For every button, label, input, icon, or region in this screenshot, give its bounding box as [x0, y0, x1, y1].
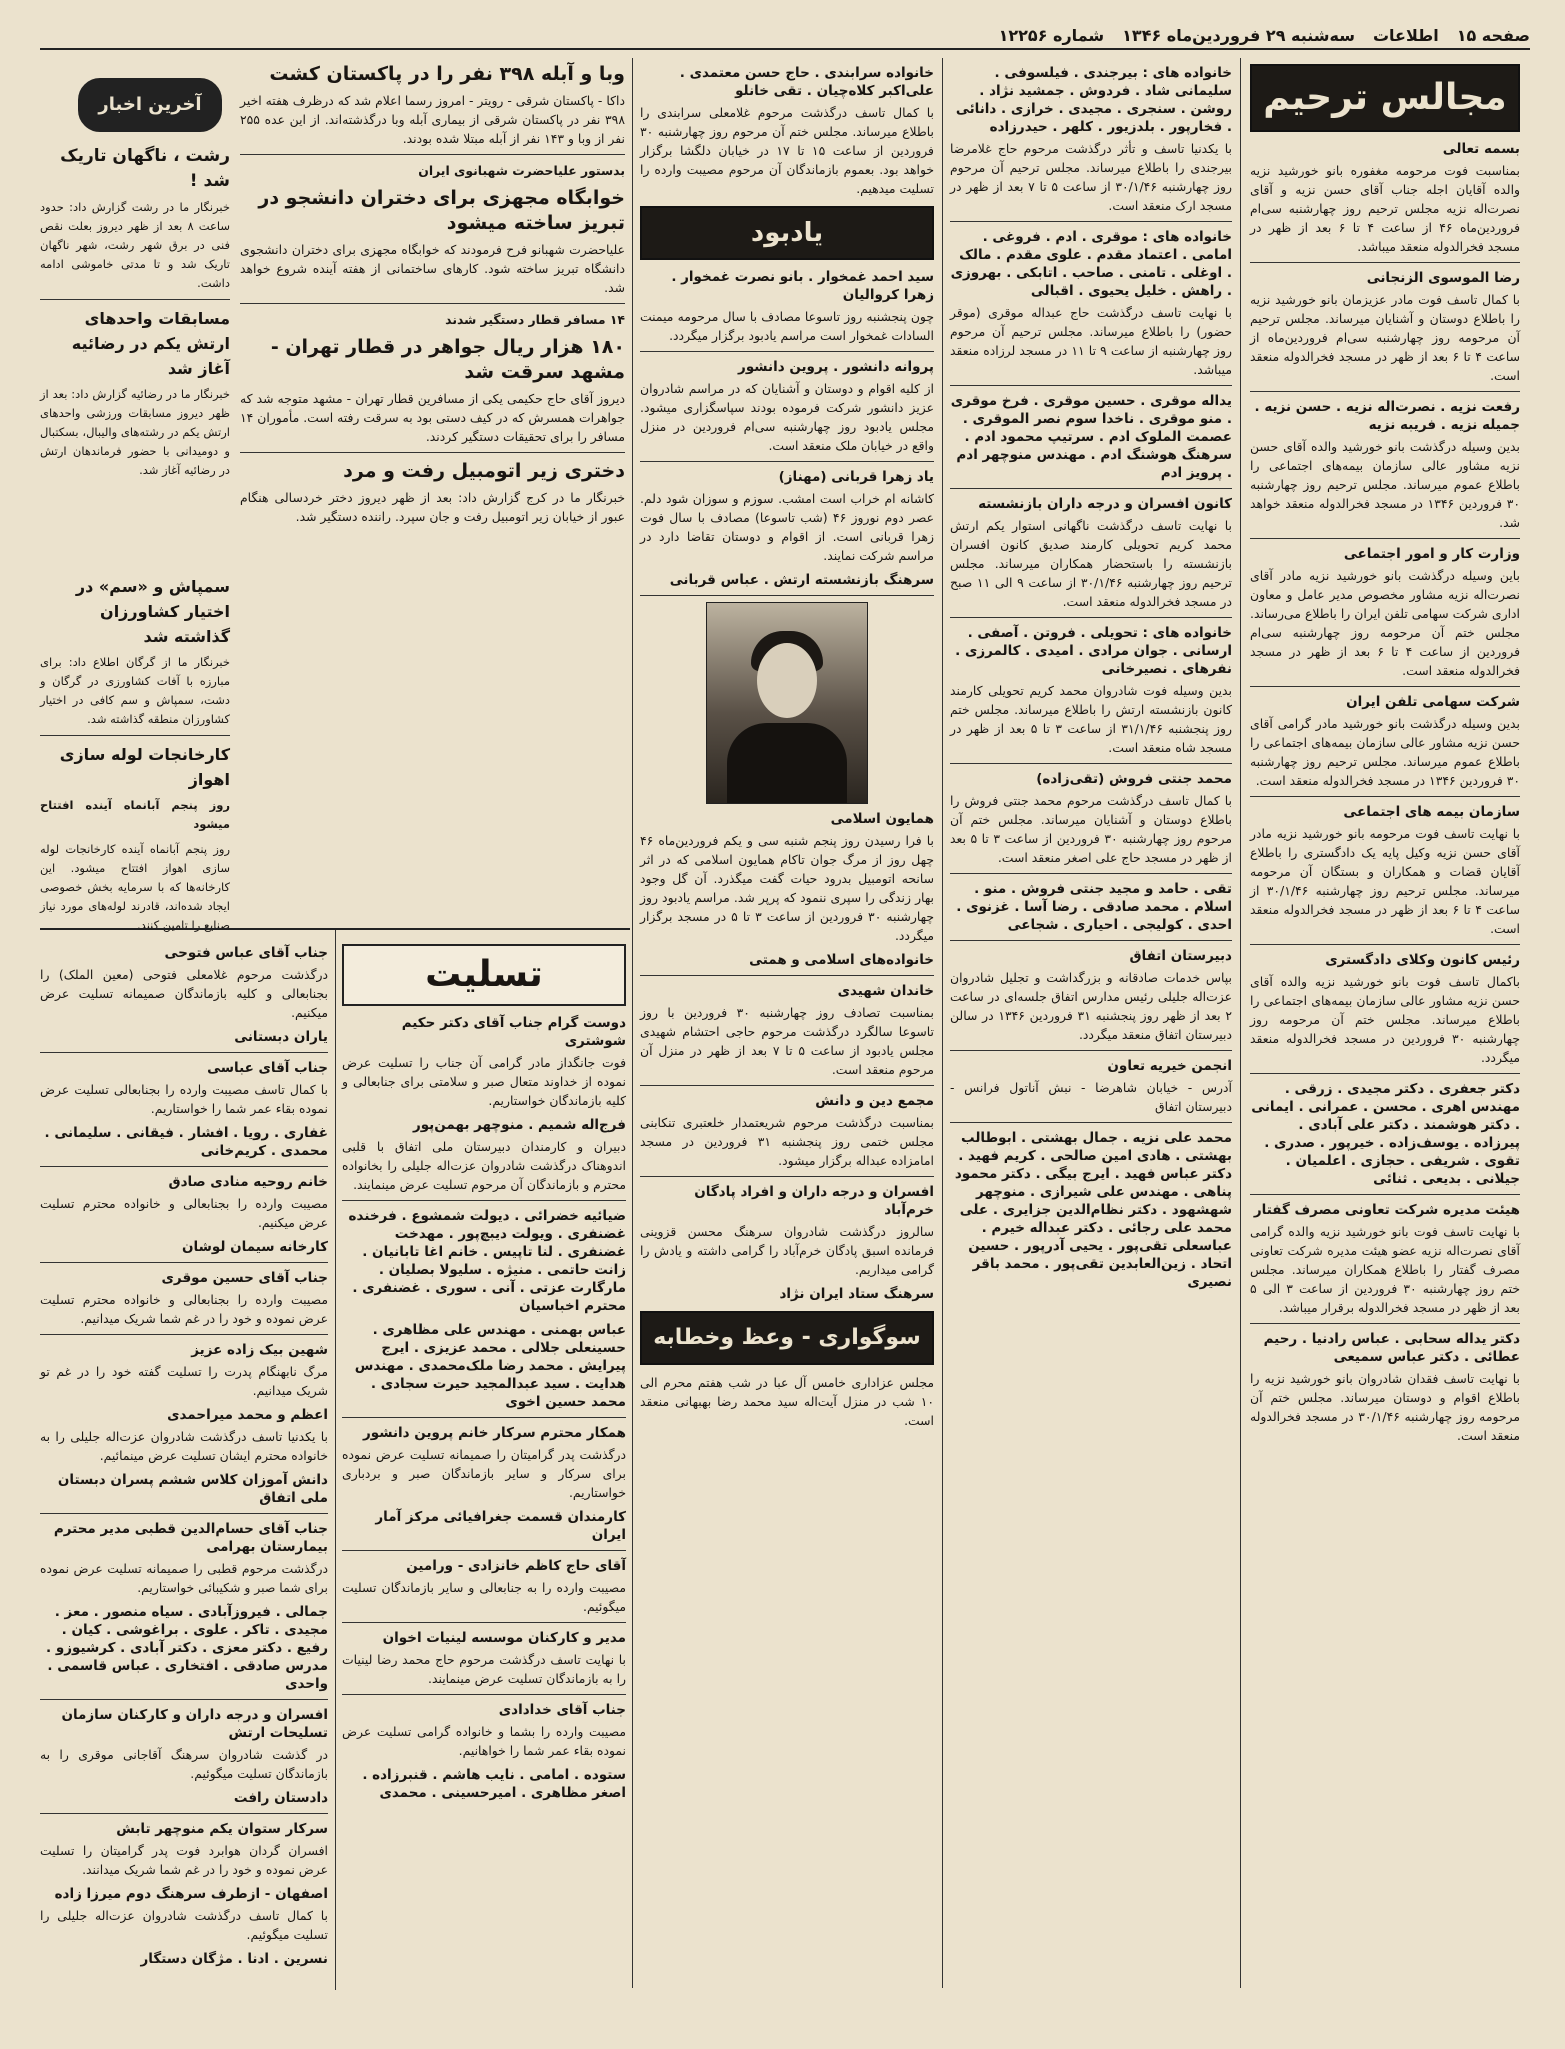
- notice-body: با نهایت تاسف فوت مرحومه بانو خورشید نزیه مادر آقای حسن نزیه وکیل پایه یک دادگستری را باطلاع آقایان قضات و همکاران و بستگان آن مرحومه میرساند. مجلس ترحیم روز چهارشنبه ۳۰/۱/۴۶ از ساعت ۴ تا ۶ بعد از ظهر در مسجد فخرالدوله منعقد است.: [1250, 826, 1520, 936]
- notice-body: با نهایت تاسف درگذشت مرحوم حاج محمد رضا لینیات را به بازماندگان تسلیت عرض مینمایند.: [342, 1652, 626, 1686]
- notice-item: [950, 228, 1232, 379]
- notice-signature: دانش آموزان کلاس ششم پسران دبستان ملی اتفاق: [57, 1472, 328, 1506]
- column-rule: [942, 58, 943, 1988]
- rule: [1250, 686, 1520, 687]
- notice-heading: رضا الموسوی الزنجانی: [1366, 270, 1520, 286]
- notice-heading: جناب آقای خدادادی: [498, 1702, 626, 1718]
- notice-heading: شرکت سهامی تلفن ایران: [1346, 694, 1520, 710]
- notice-signature: یاران دبستانی: [234, 1029, 328, 1045]
- notice-heading: انجمن خیریه تعاون: [1107, 1058, 1232, 1074]
- notice-item: [1250, 1330, 1520, 1445]
- notice-heading: خانم روحیه منادی صادق: [168, 1174, 328, 1190]
- notice-item: [950, 624, 1232, 757]
- notice-body: آدرس - خیابان شاهرضا - نبش آناتول فرانس - دبیرستان اتفاق: [950, 1080, 1232, 1114]
- notice-body: از کلیه اقوام و دوستان و آشنایان که در مراسم شادروان عزیز دانشور شرکت فرموده بودند سپاسگزاری میشود. مجلس یادبود روز چهارشنبه سی‌ام فروردین در منزل واقع در خیابان ملک منعقد است.: [640, 381, 934, 453]
- rule: [240, 303, 625, 304]
- notice-body: کاشانه ام خراب است امشب. سوزم و سوزان شود دلم. عصر دوم نوروز ۴۶ (شب تاسوعا) مصادف با سال فوت زهرا قربانی است. از اقوام و دوستان تقاضا دارد در مراسم شرکت نمایند.: [640, 491, 934, 563]
- notice-body: چون پنجشنبه روز تاسوعا مصادف با سال مرحومه میمنت السادات غمخوار است مراسم یادبود برگزار میگردد.: [640, 309, 934, 343]
- notice-body: مصیبت وارده را بجنابعالی و خانواده محترم تسلیت عرض نموده و خود را در غم شما شریک میدانیم.: [40, 1292, 328, 1326]
- notice-body: بدین وسیله فوت شادروان محمد کریم تحویلی کارمند کانون بازنشسته ارتش را باطلاع میرساند. مجلس ختم روز پنجشنبه ۳۱/۱/۴۶ از ساعت ۳ تا ۵ بعد از ظهر در مسجد شاه منعقد است.: [950, 683, 1232, 755]
- news-side-2: [40, 570, 230, 932]
- rule: [240, 154, 625, 155]
- notice-body: افسران گردان هوابرد فوت پدر گرامیتان را تسلیت عرض نموده و خود را در غم شما شریک میدانند.: [40, 1843, 328, 1877]
- notice-body: درگذشت مرحوم قطبی را صمیمانه تسلیت عرض نموده برای شما صبر و شکیبائی خواستاریم.: [40, 1561, 328, 1595]
- rule: [342, 1417, 626, 1418]
- news-body: روز پنجم آبانماه آینده کارخانجات لوله سازی اهواز افتتاح میشود. این کارخانه‌ها که با سرمایه بخش خصوصی ایجاد شده‌اند، قادرند لوله‌های مورد نیاز صنایع را تامین کنند.: [40, 842, 230, 932]
- notice-item: [1250, 803, 1520, 938]
- rule: [1250, 796, 1520, 797]
- notice-heading: رئیس کانون وکلای دادگستری: [1325, 952, 1520, 968]
- notice-heading: خانواده سرابندی . حاج حسن معتمدی . علی‌اکبر کلاه‌چیان . تقی خانلو: [679, 65, 934, 99]
- notice-body: با نهایت تاسف درگذشت حاج عبداله موقری (موقر حضور) را باطلاع میرساند. مجلس ترحیم آن مرحوم روز چهارشنبه از ساعت ۹ تا ۱۱ در مسجد لرزاده منعقد میباشد.: [950, 305, 1233, 377]
- rule: [40, 299, 230, 300]
- notice-heading: دکتر جعفری . دکتر مجیدی . زرقی . مهندس اهری . محسن . عمرانی . ایمانی . دکتر هوشمند . دکتر علی آبادی . پیرزاده . یوسف‌زاده . خیرپور . صدری . تقوی . شریفی . حجازی . اعلمیان . جیلانی . بدیعی . ثنائی: [1251, 1081, 1520, 1187]
- news-body: دیروز آقای حاج حکیمی یکی از مسافرین قطار تهران - مشهد متوجه شد که جواهرات همسرش که در کیف دستی بود به سرقت رفته است. مأموران ۱۴ مسافر را برای تحقیقات دستگیر کردند.: [240, 391, 625, 444]
- notice-item: [342, 1557, 626, 1616]
- notice-item: [1250, 140, 1520, 256]
- notice-item: [40, 1341, 328, 1400]
- notice-heading: شهین بیک زاده عزیز: [191, 1342, 328, 1358]
- sogvari-text: مجلس عزاداری خامس آل عبا در شب هفتم محرم الی ۱۰ شب در منزل آیت‌اله سید محمد رضا بهبهانی منعقد است.: [640, 1375, 934, 1428]
- notice-item: [40, 944, 328, 1022]
- notice-item: [40, 1820, 328, 1879]
- notice-body: با کمال تاسف درگذشت مرحوم غلامعلی سرابندی را باطلاع میرساند. مجلس ختم آن مرحوم روز چهارشنبه ۳۰ فروردین از ساعت ۱۵ تا ۱۷ در خیابان دلگشا برگزار خواهد بود. بعموم بازماندگان آن مرحوم مصیبت وارده را تسلیت میدهیم.: [640, 105, 934, 196]
- headline-army: مسابقات واحدهای ارتش یکم در رضائیه آغاز شد: [71, 309, 230, 378]
- notice-item: [1250, 1080, 1520, 1188]
- rule: [1250, 538, 1520, 539]
- notice-item: [640, 810, 934, 945]
- notice-body: مصیبت وارده را بجنابعالی و خانواده محترم تسلیت عرض میکنیم.: [40, 1196, 328, 1230]
- notice-heading: کانون افسران و درجه داران بازنشسته: [978, 496, 1232, 512]
- notice-item: [640, 64, 934, 198]
- rule: [40, 1166, 328, 1167]
- notice-body: بدین وسیله درگذشت بانو خورشید مادر گرامی آقای حسن نزیه مشاور عالی سازمان بیمه‌های اجتماعی را باطلاع عموم میرساند. مجلس ترحیم روز چهارشنبه ۳۰ فروردین ۱۳۴۶ در مسجد فخرالدوله منعقد است.: [1250, 716, 1520, 788]
- notice-body: با یکدنیا تاسف و تأثر درگذشت مرحوم حاج غلامرضا بیرجندی را باطلاع میرساند. مجلس ترحیم آن مرحوم روز چهارشنبه ۳۰/۱/۴۶ از ساعت ۵ تا ۷ بعد از ظهر در مسجد ارک منعقد است.: [950, 141, 1232, 213]
- notice-heading: هیئت مدیره شرکت تعاونی مصرف گفتار: [1253, 1202, 1520, 1218]
- notice-item: [40, 1520, 328, 1597]
- notice-body: باکمال تاسف فوت بانو خورشید نزیه والده آقای حسن نزیه مشاور عالی سازمان بیمه‌های اجتماعی را باطلاع میرساند. مجلس ختم آن مرحومه روز چهارشنبه ۳۰ فروردین در مسجد فخرالدوله منعقد میگردد.: [1250, 974, 1520, 1065]
- notice-item: [950, 770, 1232, 867]
- notice-item: [40, 1706, 328, 1783]
- notice-heading: رفعت نزیه . نصرت‌اله نزیه . حسن نزیه . جمیله نزیه . فریبه نزیه: [1254, 399, 1520, 433]
- notice-signature: جمالی . فیروزآبادی . سیاه منصور . معز . مجیدی . تاکر . علوی . براغوشی . کیان . رفیع . دکتر معزی . دکتر آبادی . کرشیوزو . مدرس صادقی . افتخاری . عباس قاسمی . واحدی: [45, 1604, 328, 1692]
- notice-signature: اصفهان - ازطرف سرهنگ دوم میرزا زاده: [54, 1886, 328, 1902]
- notice-heading: پروانه دانشور . پروین دانشور: [738, 359, 934, 375]
- notice-heading: محمد علی نزیه . جمال بهشتی . ابوطالب بهشتی . هادی امین صالحی . کریم فهید . دکتر عباس فهید . ایرج بیگی . دکتر محمود پناهی . مهندس علی شیرازی . منوچهر شهشهود . دکتر نظام‌الدین جزایری . علی محمد علی رجائی . دکتر عبداله خیرم . عباسعلی تقی‌پور . یحیی آدرپور . حسین اتحاد . زین‌العابدین تقی‌پور . محمد باقر نصیری: [954, 1130, 1232, 1290]
- notice-heading: یاد زهرا قربانی (مهناز): [778, 469, 934, 485]
- rule: [640, 351, 934, 352]
- column-condolence-2: [40, 938, 328, 1988]
- notice-body: با کمال تاسف درگذشت مرحوم محمد جنتی فروش را باطلاع دوستان و آشنایان میرساند. مجلس ختم آن مرحوم روز چهارشنبه ۳۰ فروردین از ساعت ۳ تا ۵ بعد از ظهر در مسجد حاج علی اصغر منعقد است.: [950, 793, 1233, 865]
- news-kicker: ۱۴ مسافر قطار دستگیر شدند: [445, 312, 625, 327]
- rule: [40, 1699, 328, 1700]
- notice-heading: سازمان بیمه های اجتماعی: [1343, 804, 1520, 820]
- news-body: خبرنگار ما در رشت گزارش داد: حدود ساعت ۸ بعد از ظهر دیروز بعلت نقص فنی در برق شهر رشت، شهر ناگهان تاریک شد و تا مدتی خاموشی ادامه داشت.: [40, 200, 230, 290]
- notice-heading: دبیرستان اتفاق: [1129, 948, 1232, 964]
- notice-item: [640, 358, 934, 455]
- notice-item: [342, 1116, 626, 1194]
- notice-heading: جناب آقای عباسی: [207, 1060, 328, 1076]
- notice-item: [640, 268, 934, 345]
- notice-item: [1250, 1201, 1520, 1317]
- column-rule: [335, 930, 336, 1990]
- section-banner-yadbud: یادبود: [640, 206, 934, 260]
- rule: [640, 595, 934, 596]
- notice-heading: بسمه تعالی: [1442, 141, 1520, 157]
- notice-body: با نهایت تاسف فقدان شادروان بانو خورشید نزیه را باطلاع اقوام و دوستان میرساند. مجلس ختم آن مرحومه روز چهارشنبه ۳۰/۱/۴۶ در مسجد فخرالدوله منعقد است.: [1250, 1371, 1520, 1443]
- rule: [1250, 262, 1520, 263]
- rule: [342, 1622, 626, 1623]
- notice-heading: سید احمد غمخوار . بانو نصرت غمخوار . زهرا کروالیان: [671, 269, 934, 303]
- rule: [950, 385, 1232, 386]
- rule: [950, 1122, 1232, 1123]
- notice-heading: تقی . حامد و مجید جنتی فروش . منو . اسلام . محمد صادقی . رضا آسا . غزنوی . احدی . کولیجی . احیاری . شجاعی: [956, 881, 1232, 933]
- news-kicker: بدستور علیاحضرت شهبانوی ایران: [418, 163, 625, 178]
- rule: [950, 1050, 1232, 1051]
- notice-heading: مجمع دین و دانش: [815, 1093, 934, 1109]
- rule: [40, 1813, 328, 1814]
- notice-body: در گذشت شادروان سرهنگ آقاجانی موقری را به بازماندگان تسلیت میگوئیم.: [40, 1747, 328, 1781]
- headline-car: دختری زیر اتومبیل رفت و مرد: [343, 460, 625, 482]
- notice-heading: فرج‌اله شمیم . منوچهر بهمن‌پور: [412, 1117, 626, 1133]
- rule: [640, 1176, 934, 1177]
- notice-item: [342, 1014, 626, 1110]
- headline-train: ۱۸۰ هزار ریال جواهر در قطار تهران - مشهد سرقت شد: [270, 336, 625, 383]
- notice-signature: سرهنگ ستاد ایران نژاد: [779, 1286, 934, 1302]
- column-memorial: [640, 58, 934, 1988]
- notice-heading: خاندان شهیدی: [837, 983, 934, 999]
- section-banner-sogvari: سوگواری - وعظ وخطابه: [640, 1311, 934, 1365]
- column-rule: [632, 58, 633, 1988]
- notice-item: [342, 1629, 626, 1688]
- rule: [40, 1052, 328, 1053]
- notice-item: [950, 1057, 1232, 1116]
- rule: [342, 1694, 626, 1695]
- notice-body: مصیبت وارده را به جنابعالی و سایر بازماندگان تسلیت میگوئیم.: [342, 1580, 626, 1614]
- notice-item: [342, 1424, 626, 1502]
- page-number: صفحه ۱۵: [1456, 25, 1530, 45]
- notice-body: با نهایت تاسف درگذشت ناگهانی استوار یکم ارتش محمد کریم تحویلی کارمند صدیق کانون افسران بازنشسته را باستحضار همکاران میرساند. مجلس ترحیم روز چهارشنبه ۳۰/۱/۴۶ از ساعت ۹ الی ۱۱ صبح در مسجد فخرالدوله منعقد است.: [950, 518, 1232, 609]
- notice-heading: دوست گرام جناب آقای دکتر حکیم شوشتری: [401, 1015, 626, 1049]
- notice-signature: خانواده‌های اسلامی و همتی: [749, 952, 934, 968]
- notice-body: با کمال تاسف مصیبت وارده را بجنابعالی تسلیت عرض نموده بقاء عمر شما را خواستاریم.: [40, 1082, 328, 1116]
- notice-body: با فرا رسیدن روز پنجم شنبه سی و یکم فروردین‌ماه ۴۶ چهل روز از مرگ جوان تاکام همایون اسلامی که در اثر سانحه اتومبیل بدرود حیات گفت میگذرد. آن گل وجود بهار زندگی را سپری ننمود که پرپر شد. مراسم یادبود روز چهارشنبه ۳۰ فروردین از ساعت ۳ تا ۵ در مسجد برگزار میگردد.: [640, 833, 934, 943]
- rule: [950, 617, 1232, 618]
- notice-item: [640, 1092, 934, 1170]
- notice-body: بپاس خدمات صادقانه و بزرگداشت و تجلیل شادروان عزت‌اله جلیلی رئیس مدارس اتفاق جلسه‌ای در ساعت ۲ بعد از ظهر روز پنجشنبه ۳۱ فروردین ۱۳۴۶ در سالن دبیرستان اتفاق منعقد میگردد.: [950, 970, 1232, 1042]
- notice-item: [342, 1207, 626, 1315]
- news-side: [40, 140, 230, 560]
- notice-body: مرگ نابهنگام پدرت را تسلیت گفته خود را در غم تو شریک میدانیم.: [40, 1364, 328, 1398]
- rule: [40, 1513, 328, 1514]
- notice-item: [1250, 545, 1520, 680]
- section-divider: [40, 928, 630, 930]
- notice-item: [1250, 269, 1520, 385]
- masthead: [40, 22, 1530, 50]
- notice-heading: جناب آقای حسین موقری: [161, 1270, 328, 1286]
- news-main: [240, 58, 625, 938]
- news-body: علیاحضرت شهبانو فرح فرمودند که خوابگاه مجهزی برای دختران دانشجوی دانشگاه تبریز ساخته شود. کارهای ساختمانی از هفته آینده شروع خواهد شد.: [240, 242, 625, 295]
- notice-heading: خانواده های : موقری . ادم . فروغی . امامی . اعتماد مقدم . علوی مقدم . مالک . اوغلی . تامنی . صاحب . اتابکی . بهروزی . راهش . خلیل یحیوی . اقبالی: [950, 229, 1232, 299]
- notice-heading: جناب آقای حسام‌الدین قطبی مدیر محترم بیمارستان بهرامی: [53, 1521, 328, 1555]
- notice-signature: نسرین . ادنا . مژگان دستگار: [140, 1951, 328, 1967]
- notice-item: [342, 1321, 626, 1411]
- headline-rasht: رشت ، ناگهان تاریک شد !: [60, 146, 230, 191]
- headline-tabriz: خوابگاه مجهزی برای دختران دانشجو در تبریز ساخته میشود: [258, 187, 625, 234]
- column-families: [950, 58, 1232, 1988]
- notice-body: بمناسبت فوت مرحومه مغفوره بانو خورشید نزیه والده آقایان اجله جناب آقای حسن نزیه و آقای نصرت‌اله نزیه مجلس ترحیم روز چهارشنبه سی‌ام فروردین‌ماه ۴۶ از ساعت ۴ تا ۶ بعد از ظهر در مسجد فخرالدوله منعقد میباشد.: [1250, 163, 1520, 254]
- notice-body: با کمال تاسف درگذشت شادروان عزت‌اله جلیلی را تسلیت میگوئیم.: [40, 1908, 328, 1942]
- rule: [40, 1334, 328, 1335]
- rule: [950, 873, 1232, 874]
- notice-list: [1250, 140, 1520, 1445]
- notice-body: با کمال تاسف فوت مادر عزیزمان بانو خورشید نزیه را باطلاع دوستان و آشنایان میرساند. مجلس ترحیم آن مرحومه روز چهارشنبه سی‌ام فروردین‌ماه از ساعت ۴ تا ۶ بعد از ظهر در مسجد فخرالدوله منعقد است.: [1250, 292, 1520, 383]
- notice-heading: وزارت کار و امور اجتماعی: [1343, 546, 1520, 562]
- headline-poison: سمپاش و «سم» در اختیار کشاورزان گذاشته شد: [75, 577, 230, 646]
- notice-heading: همایون اسلامی: [830, 811, 934, 827]
- notice-heading: خانواده های : تحویلی . فروتن . آصفی . ارسانی . جوان مرادی . امیدی . کالمرزی . نفرهای . نصیرخانی: [955, 625, 1232, 677]
- notice-item: [950, 392, 1232, 482]
- notice-heading: عباس بهمنی . مهندس علی مظاهری . حسینعلی جلالی . محمد عزیزی . ایرج پیرایش . محمد رضا ملک‌محمدی . مهندس هدایت . سید عبدالمجید حیرت سجادی . محمد حسین اخوی: [354, 1322, 626, 1410]
- notice-heading: ضیائیه خضرائی . دیولت شمشوع . فرخنده غضنفری . ویولت دیبچ‌پور . مهدخت غضنفری . لنا تاپیس . خانم اغا تابانیان . زانت حاتمی . منیژه . سلیولا بصلیان . مارگارت عزتی . آنی . سوری . غضنفری . محترم اخباسیان: [348, 1208, 626, 1314]
- notice-item: [950, 495, 1232, 611]
- rule: [640, 975, 934, 976]
- notice-item: [950, 947, 1232, 1044]
- notice-body: درگذشت پدر گرامیتان را صمیمانه تسلیت عرض نموده برای سرکار و سایر بازماندگان صبر و بردباری خواستاریم.: [342, 1447, 626, 1500]
- notice-heading: مدیر و کارکنان موسسه لینیات اخوان: [382, 1630, 626, 1646]
- rule: [342, 1550, 626, 1551]
- notice-item: [1250, 693, 1520, 790]
- section-banner-tasliat: تسلیت: [342, 944, 626, 1006]
- rule: [1250, 944, 1520, 945]
- notice-body: دبیران و کارمندان دبیرستان ملی اتفاق با قلبی اندوهناک درگذشت شادروان عزت‌اله جلیلی را بخانواده محترم و بازماندگان آن مرحوم تسلیت عرض مینمایند.: [342, 1139, 626, 1192]
- notice-body: بمناسبت تصادف روز چهارشنبه ۳۰ فروردین با روز تاسوعا سالگرد درگذشت مرحوم حاجی احتشام شهیدی مجلس یادبود از ساعت ۵ تا ۷ بعد از ظهر در منزل آن مرحوم منعقد است.: [640, 1005, 934, 1077]
- rule: [40, 735, 230, 736]
- notice-item: [640, 468, 934, 565]
- rule: [1250, 1073, 1520, 1074]
- notice-item: [1250, 398, 1520, 532]
- notice-signature: دادستان رافت: [233, 1790, 328, 1806]
- rule: [342, 1200, 626, 1201]
- news-body: خبرنگار ما در رضائیه گزارش داد: بعد از ظهر دیروز مسابقات ورزشی واحدهای ارتش یکم در رشته‌های والیبال، بسکتبال و دومیدانی با حضور فرماندهان ارتش در رضائیه آغاز شد.: [40, 387, 230, 477]
- notice-body: بدین وسیله درگذشت بانو خورشید والده آقای حسن نزیه مشاور عالی سازمان بیمه‌های اجتماعی را باطلاع عموم میرساند. مجلس ترحیم روز چهارشنبه ۳۰ فروردین ۱۳۴۶ در مسجد فخرالدوله منعقد خواهد شد.: [1250, 439, 1520, 530]
- notice-heading: سرکار ستوان یکم منوچهر تابش: [116, 1821, 328, 1837]
- notice-heading: آقای حاج کاظم خانزادی - ورامین: [406, 1558, 626, 1574]
- rule: [950, 940, 1232, 941]
- latest-news-logo: آخرین اخبار: [78, 78, 222, 132]
- news-body: خبرنگار ما از گرگان اطلاع داد: برای مبارزه با آفات کشاورزی در گرگان و دشت، سمپاش و سم کافی در اختیار کشاورزان منطقه گذاشته شد.: [40, 655, 230, 726]
- notice-body: با نهایت تاسف فوت بانو خورشید نزیه والده گرامی آقای نصرت‌اله نزیه عضو هیئت مدیره شرکت تعاونی مصرف گفتار را باطلاع همکاران میرساند. مجلس ختم روز چهارشنبه ۳۰ فروردین از ساعت ۳ الی ۵ بعد از ظهر در مسجد فخرالدوله برقرار میباشد.: [1250, 1224, 1520, 1315]
- rule: [1250, 1194, 1520, 1195]
- rule: [640, 1085, 934, 1086]
- news-body: داکا - پاکستان شرقی - رویتر - امروز رسما اعلام شد که درظرف هفته اخیر ۳۹۸ نفر در پاکستان شرقی از بیماری آبله وبا درگذشته‌اند. از این عده ۲۵۵ نفر از وبا و ۱۴۳ نفر از آبله مبتلا شده بودند.: [240, 93, 625, 146]
- notice-signature: کارخانه سیمان لوشان: [182, 1239, 328, 1255]
- notice-heading: همکار محترم سرکار خانم پروین دانشور: [363, 1425, 626, 1441]
- notice-heading: دکتر یداله سحابی . عباس رادنیا . رحیم عطائی . دکتر عباس سمیعی: [1263, 1331, 1520, 1365]
- notice-signature: کارمندان قسمت جغرافیائی مرکز آمار ایران: [375, 1509, 626, 1543]
- news-body: خبرنگار ما در کرج گزارش داد: بعد از ظهر دیروز دختر خردسالی هنگام عبور از خیابان زیر اتومبیل رفت و جان سپرد. راننده دستگیر شد.: [240, 490, 625, 524]
- rule: [240, 452, 625, 453]
- notice-item: [950, 1129, 1232, 1291]
- notice-signature: غفاری . رویا . افشار . فیقانی . سلیمانی . محمدی . کریم‌خانی: [44, 1125, 328, 1159]
- rule: [40, 1262, 328, 1263]
- news-kicker: روز پنجم آبانماه آینده افتتاح میشود: [40, 798, 230, 831]
- notice-body: باین وسیله درگذشت بانو خورشید نزیه مادر آقای نصرت‌اله نزیه مشاور مخصوص مدیر عامل و معاون اداری شرکت سهامی تلفن ایران را باطلاع می‌رساند. مجلس ختم آن مرحومه روز چهارشنبه سی‌ام فروردین از ساعت ۴ تا ۶ بعد از ظهر در مسجد فخرالدوله منعقد است.: [1250, 568, 1521, 678]
- notice-heading: افسران و درجه داران و افراد پادگان خرم‌آباد: [694, 1184, 934, 1218]
- notice-item: [40, 1173, 328, 1232]
- notice-heading: جناب آقای عباس فتوحی: [164, 945, 328, 961]
- notice-item: [40, 1059, 328, 1118]
- notice-heading: خانواده های : بیرجندی . فیلسوفی . سلیمانی شاد . فردوش . جمشید نژاد . روشن . سنجری . مجیدی . خرازی . دانائی . فخارپور . بلدزیور . کلهر . حیدرزاده: [955, 65, 1232, 135]
- headline-cholera: وبا و آبله ۳۹۸ نفر را در پاکستان کشت: [269, 63, 625, 85]
- notice-heading: افسران و درجه داران و کارکنان سازمان تسلیحات ارتش: [61, 1707, 328, 1741]
- rule: [640, 461, 934, 462]
- notice-item: [1250, 951, 1520, 1067]
- portrait-photo: [706, 602, 868, 804]
- notice-item: [950, 64, 1232, 215]
- notice-item: [342, 1701, 626, 1760]
- notice-signature: سرهنگ بازنشسته ارتش . عباس قربانی: [669, 572, 934, 588]
- paper-name: اطلاعات: [1372, 25, 1439, 45]
- column-rule: [1240, 58, 1241, 1988]
- rule: [950, 763, 1232, 764]
- rule: [1250, 1323, 1520, 1324]
- column-obituaries: [1250, 58, 1520, 1988]
- column-condolence: [342, 938, 626, 1988]
- notice-body: درگذشت مرحوم غلامعلی فتوحی (معین الملک) را بجنابعالی و کلیه بازماندگان صمیمانه تسلیت عرض میکنیم.: [40, 967, 328, 1020]
- notice-signature: ستوده . امامی . نایب هاشم . قنبرزاده . اصغر مظاهری . امیرحسینی . محمدی: [362, 1767, 626, 1801]
- notice-body: سالروز درگذشت شادروان سرهنگ محسن قزوینی فرمانده اسبق پادگان خرم‌آباد را گرامی داشته و یادش را گرامی میداریم.: [640, 1224, 934, 1277]
- notice-item: [950, 880, 1232, 934]
- section-banner-majales: مجالس ترحیم: [1250, 64, 1520, 132]
- rule: [950, 488, 1232, 489]
- issue-date: سه‌شنبه ۲۹ فروردین‌ماه ۱۳۴۶: [1122, 25, 1355, 45]
- notice-item: [40, 1269, 328, 1328]
- notice-body: بمناسبت درگذشت مرحوم شریعتمدار خلعتبری تنکابنی مجلس ختمی روز پنجشنبه ۳۱ فروردین در مسجد امامزاده عبداله برگزار میشود.: [640, 1115, 934, 1168]
- headline-ahvaz: کارخانجات لوله سازی اهواز: [59, 745, 230, 789]
- issue-number: شماره ۱۲۲۵۶: [998, 25, 1105, 45]
- notice-item: [640, 982, 934, 1079]
- notice-body: مصیبت وارده را بشما و خانواده گرامی تسلیت عرض نموده بقاء عمر شما را خواهانیم.: [342, 1724, 626, 1758]
- notice-heading: محمد جنتی فروش (تقی‌زاده): [1036, 771, 1232, 787]
- notice-body: با یکدنیا تاسف درگذشت شادروان عزت‌اله جلیلی را به خانواده محترم ایشان تسلیت عرض مینمائیم.: [40, 1429, 328, 1463]
- notice-body: فوت جانگداز مادر گرامی آن جناب را تسلیت عرض نموده از خداوند متعال صبر و سلامتی برای جنابعالی و کلیه بازماندگان خواستاریم.: [342, 1055, 626, 1108]
- rule: [950, 221, 1232, 222]
- notice-item: [640, 1183, 934, 1279]
- notice-signature: اعظم و محمد میراحمدی: [167, 1407, 328, 1423]
- rule: [1250, 391, 1520, 392]
- notice-heading: یداله موقری . حسین موقری . فرخ موقری . منو موقری . ناخدا سوم نصر الموقری . عصمت الملوک ادم . سرتیپ محمود ادم . سرهنگ هوشنگ ادم . مهندس منوچهر ادم . پرویز ادم: [950, 393, 1232, 481]
